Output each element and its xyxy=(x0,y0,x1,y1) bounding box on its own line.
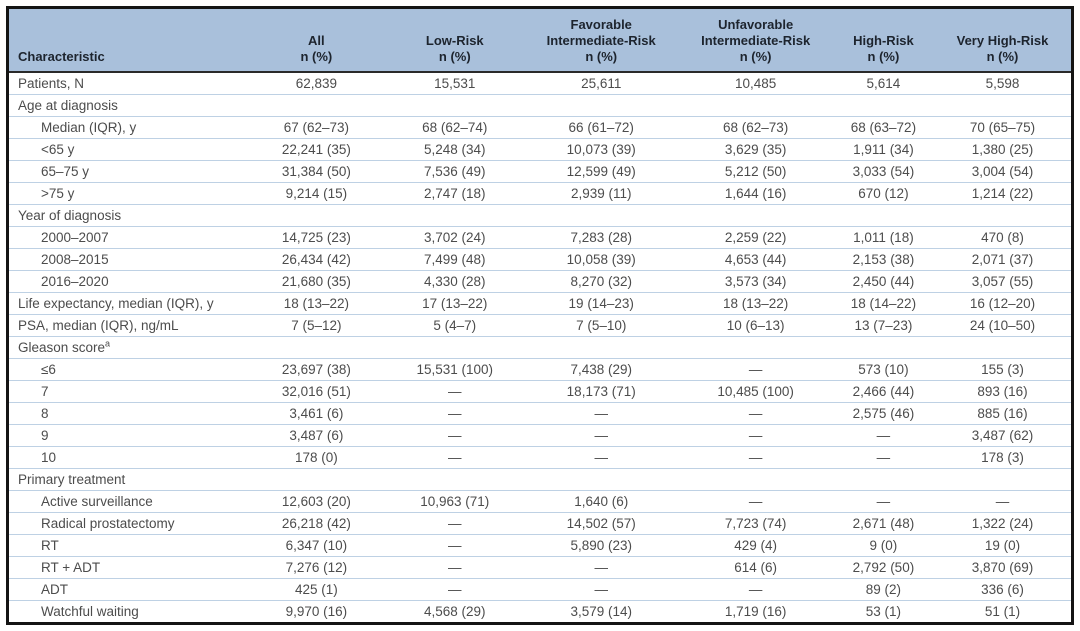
section-label-text: Year of diagnosis xyxy=(18,208,122,223)
table-row xyxy=(8,601,1073,624)
value-cell: — xyxy=(678,359,832,381)
table-row xyxy=(8,72,1073,95)
value-cell: 3,057 (55) xyxy=(934,271,1072,293)
characteristic-cell: 9 xyxy=(8,425,248,447)
value-cell: 5,248 (34) xyxy=(386,139,524,161)
value-cell: 9,970 (16) xyxy=(247,601,385,624)
value-cell: 68 (63–72) xyxy=(833,117,934,139)
value-cell: 1,380 (25) xyxy=(934,139,1072,161)
section-row xyxy=(8,205,1073,227)
characteristic-cell: Patients, N xyxy=(18,76,85,91)
value-cell: — xyxy=(386,381,524,403)
table-row xyxy=(8,403,1073,425)
value-cell: 1,911 (34) xyxy=(833,139,934,161)
value-cell: 26,434 (42) xyxy=(247,249,385,271)
value-cell: 614 (6) xyxy=(678,557,832,579)
value-cell: 68 (62–74) xyxy=(386,117,524,139)
value-cell: 2,466 (44) xyxy=(833,381,934,403)
value-cell: 24 (10–50) xyxy=(934,315,1072,337)
table-row xyxy=(8,227,1073,249)
header-cell xyxy=(247,8,385,73)
table-body xyxy=(8,72,1073,624)
header-cell xyxy=(524,8,678,73)
value-cell: 3,573 (34) xyxy=(678,271,832,293)
characteristic-cell: ADT xyxy=(8,579,248,601)
value-cell: — xyxy=(386,557,524,579)
table-row xyxy=(8,271,1073,293)
value-cell: 2,575 (46) xyxy=(833,403,934,425)
value-cell: 10,058 (39) xyxy=(524,249,678,271)
value-cell: — xyxy=(386,535,524,557)
header-row xyxy=(8,8,1073,73)
value-cell: 26,218 (42) xyxy=(247,513,385,535)
table-row xyxy=(8,381,1073,403)
value-cell: 4,568 (29) xyxy=(386,601,524,624)
patient-characteristics-table xyxy=(6,6,1074,625)
value-cell: 2,153 (38) xyxy=(833,249,934,271)
characteristic-cell: Life expectancy, median (IQR), y xyxy=(8,293,248,315)
value-cell: 3,487 (62) xyxy=(934,425,1072,447)
value-cell: 19 (14–23) xyxy=(524,293,678,315)
value-cell: 15,531 xyxy=(434,76,476,91)
value-cell: 14,502 (57) xyxy=(524,513,678,535)
table-row xyxy=(8,579,1073,601)
header-line: n (%) xyxy=(438,49,471,64)
value-cell: 25,611 xyxy=(581,76,622,91)
header-line: Characteristic xyxy=(18,49,105,64)
header-line: Intermediate-Risk xyxy=(701,33,811,48)
value-cell: 2,259 (22) xyxy=(678,227,832,249)
value-cell: 15,531 (100) xyxy=(386,359,524,381)
value-cell: 18,173 (71) xyxy=(524,381,678,403)
value-cell: 10,485 xyxy=(734,76,777,91)
value-cell: 32,016 (51) xyxy=(247,381,385,403)
value-cell: 1,214 (22) xyxy=(934,183,1072,205)
section-row xyxy=(8,337,1073,359)
characteristic-cell: 7 xyxy=(8,381,248,403)
value-cell: 1,644 (16) xyxy=(678,183,832,205)
table-row xyxy=(8,359,1073,381)
value-cell: — xyxy=(524,447,678,469)
value-cell: 573 (10) xyxy=(833,359,934,381)
table-row xyxy=(8,315,1073,337)
section-label-text: Gleason score xyxy=(18,340,106,355)
value-cell: 425 (1) xyxy=(247,579,385,601)
value-cell: 4,653 (44) xyxy=(678,249,832,271)
characteristic-cell: PSA, median (IQR), ng/mL xyxy=(8,315,248,337)
characteristic-cell: 2000–2007 xyxy=(8,227,248,249)
value-cell: — xyxy=(833,491,934,513)
table-row xyxy=(8,117,1073,139)
value-cell: — xyxy=(386,447,524,469)
value-cell: 155 (3) xyxy=(934,359,1072,381)
value-cell: 12,599 (49) xyxy=(524,161,678,183)
section-label-text: Age at diagnosis xyxy=(18,98,118,113)
value-cell: 1,011 (18) xyxy=(833,227,934,249)
value-cell: 6,347 (10) xyxy=(247,535,385,557)
section-label xyxy=(8,469,1073,491)
characteristic-cell: Watchful waiting xyxy=(8,601,248,624)
value-cell: 23,697 (38) xyxy=(247,359,385,381)
value-cell: 7,499 (48) xyxy=(386,249,524,271)
value-cell: 3,461 (6) xyxy=(247,403,385,425)
value-cell: 68 (62–73) xyxy=(678,117,832,139)
characteristic-cell: Median (IQR), y xyxy=(8,117,248,139)
characteristic-cell: >75 y xyxy=(8,183,248,205)
table-row xyxy=(8,249,1073,271)
value-cell: 9 (0) xyxy=(833,535,934,557)
value-cell: 16 (12–20) xyxy=(934,293,1072,315)
characteristic-cell: ≤6 xyxy=(8,359,248,381)
value-cell: 7,283 (28) xyxy=(524,227,678,249)
value-cell: 2,071 (37) xyxy=(934,249,1072,271)
header-line: Favorable xyxy=(570,17,632,32)
header-line: n (%) xyxy=(585,49,618,64)
value-cell: 13 (7–23) xyxy=(833,315,934,337)
value-cell: 7,723 (74) xyxy=(678,513,832,535)
value-cell: 2,747 (18) xyxy=(386,183,524,205)
value-cell: — xyxy=(678,579,832,601)
table-row xyxy=(8,447,1073,469)
value-cell: 7,536 (49) xyxy=(386,161,524,183)
value-cell: 3,870 (69) xyxy=(934,557,1072,579)
value-cell: 3,004 (54) xyxy=(934,161,1072,183)
header-line: Unfavorable xyxy=(718,17,794,32)
value-cell: 10 (6–13) xyxy=(678,315,832,337)
value-cell: 2,671 (48) xyxy=(833,513,934,535)
characteristic-cell: 65–75 y xyxy=(8,161,248,183)
value-cell: — xyxy=(934,491,1072,513)
value-cell: 70 (65–75) xyxy=(934,117,1072,139)
value-cell: 7,276 (12) xyxy=(247,557,385,579)
header-cell xyxy=(386,8,524,73)
header-line: High-Risk xyxy=(853,33,914,48)
value-cell: 3,629 (35) xyxy=(678,139,832,161)
value-cell: — xyxy=(524,579,678,601)
header-line: Intermediate-Risk xyxy=(546,33,656,48)
value-cell: 2,939 (11) xyxy=(524,183,678,205)
header-line: Low-Risk xyxy=(425,33,484,48)
section-row xyxy=(8,95,1073,117)
value-cell: 62,839 xyxy=(295,76,337,91)
table-row xyxy=(8,491,1073,513)
value-cell: 3,033 (54) xyxy=(833,161,934,183)
value-cell: 1,322 (24) xyxy=(934,513,1072,535)
header-line: n (%) xyxy=(739,49,772,64)
characteristic-cell: RT xyxy=(8,535,248,557)
value-cell: 336 (6) xyxy=(934,579,1072,601)
header-cell xyxy=(678,8,832,73)
value-cell: 51 (1) xyxy=(934,601,1072,624)
value-cell: 21,680 (35) xyxy=(247,271,385,293)
value-cell: — xyxy=(678,491,832,513)
value-cell: 12,603 (20) xyxy=(247,491,385,513)
header-line: All xyxy=(308,33,325,48)
value-cell: 1,640 (6) xyxy=(524,491,678,513)
header-cell xyxy=(934,8,1072,73)
value-cell: 470 (8) xyxy=(934,227,1072,249)
value-cell: — xyxy=(524,425,678,447)
value-cell: 893 (16) xyxy=(934,381,1072,403)
table-row xyxy=(8,293,1073,315)
value-cell: 14,725 (23) xyxy=(247,227,385,249)
table-row xyxy=(8,513,1073,535)
header-line: Very High-Risk xyxy=(956,33,1049,48)
value-cell: 10,485 (100) xyxy=(678,381,832,403)
value-cell: — xyxy=(833,447,934,469)
value-cell: 2,792 (50) xyxy=(833,557,934,579)
characteristic-cell: Radical prostatectomy xyxy=(8,513,248,535)
value-cell: 18 (13–22) xyxy=(678,293,832,315)
value-cell: — xyxy=(386,425,524,447)
table-row xyxy=(8,425,1073,447)
characteristic-cell: 10 xyxy=(8,447,248,469)
value-cell: 7 (5–12) xyxy=(247,315,385,337)
table-row xyxy=(8,557,1073,579)
value-cell: 178 (3) xyxy=(934,447,1072,469)
table-header xyxy=(8,8,1073,73)
value-cell: — xyxy=(386,579,524,601)
value-cell: 19 (0) xyxy=(934,535,1072,557)
section-label xyxy=(8,337,1073,359)
value-cell: 10,073 (39) xyxy=(524,139,678,161)
header-line: n (%) xyxy=(867,49,900,64)
value-cell: 10,963 (71) xyxy=(386,491,524,513)
value-cell: — xyxy=(524,403,678,425)
value-cell: — xyxy=(524,557,678,579)
table-row xyxy=(8,139,1073,161)
value-cell: 178 (0) xyxy=(247,447,385,469)
section-label xyxy=(8,95,1073,117)
value-cell: 53 (1) xyxy=(833,601,934,624)
value-cell: 670 (12) xyxy=(833,183,934,205)
value-cell: 7,438 (29) xyxy=(524,359,678,381)
value-cell: 3,702 (24) xyxy=(386,227,524,249)
value-cell: 17 (13–22) xyxy=(386,293,524,315)
value-cell: 9,214 (15) xyxy=(247,183,385,205)
characteristic-cell: Active surveillance xyxy=(8,491,248,513)
value-cell: 18 (13–22) xyxy=(247,293,385,315)
value-cell: 7 (5–10) xyxy=(524,315,678,337)
value-cell: 5 (4–7) xyxy=(386,315,524,337)
table-row xyxy=(8,183,1073,205)
value-cell: — xyxy=(678,403,832,425)
value-cell: 2,450 (44) xyxy=(833,271,934,293)
value-cell: 3,487 (6) xyxy=(247,425,385,447)
footnote-marker: a xyxy=(105,338,111,349)
value-cell: 1,719 (16) xyxy=(678,601,832,624)
value-cell: 22,241 (35) xyxy=(247,139,385,161)
section-row xyxy=(8,469,1073,491)
value-cell: — xyxy=(678,447,832,469)
value-cell: 66 (61–72) xyxy=(524,117,678,139)
value-cell: 3,579 (14) xyxy=(524,601,678,624)
value-cell: 5,614 xyxy=(866,76,901,91)
value-cell: 31,384 (50) xyxy=(247,161,385,183)
value-cell: 89 (2) xyxy=(833,579,934,601)
value-cell: 5,212 (50) xyxy=(678,161,832,183)
header-cell-characteristic xyxy=(8,8,248,73)
section-label xyxy=(8,205,1073,227)
value-cell: 67 (62–73) xyxy=(247,117,385,139)
value-cell: 18 (14–22) xyxy=(833,293,934,315)
characteristic-cell: <65 y xyxy=(8,139,248,161)
value-cell: 8,270 (32) xyxy=(524,271,678,293)
characteristic-cell: 2008–2015 xyxy=(8,249,248,271)
header-line: n (%) xyxy=(300,49,333,64)
header-line: n (%) xyxy=(986,49,1019,64)
value-cell: — xyxy=(386,403,524,425)
value-cell: 4,330 (28) xyxy=(386,271,524,293)
section-label-text: Primary treatment xyxy=(18,472,126,487)
characteristic-cell: RT + ADT xyxy=(8,557,248,579)
value-cell: — xyxy=(386,513,524,535)
value-cell: 5,598 xyxy=(985,76,1020,91)
value-cell: — xyxy=(678,425,832,447)
value-cell: 885 (16) xyxy=(934,403,1072,425)
value-cell: 429 (4) xyxy=(678,535,832,557)
characteristic-cell: 2016–2020 xyxy=(8,271,248,293)
value-cell: — xyxy=(833,425,934,447)
characteristic-cell: 8 xyxy=(8,403,248,425)
value-cell: 5,890 (23) xyxy=(524,535,678,557)
table-row xyxy=(8,535,1073,557)
header-cell xyxy=(833,8,934,73)
table-row xyxy=(8,161,1073,183)
